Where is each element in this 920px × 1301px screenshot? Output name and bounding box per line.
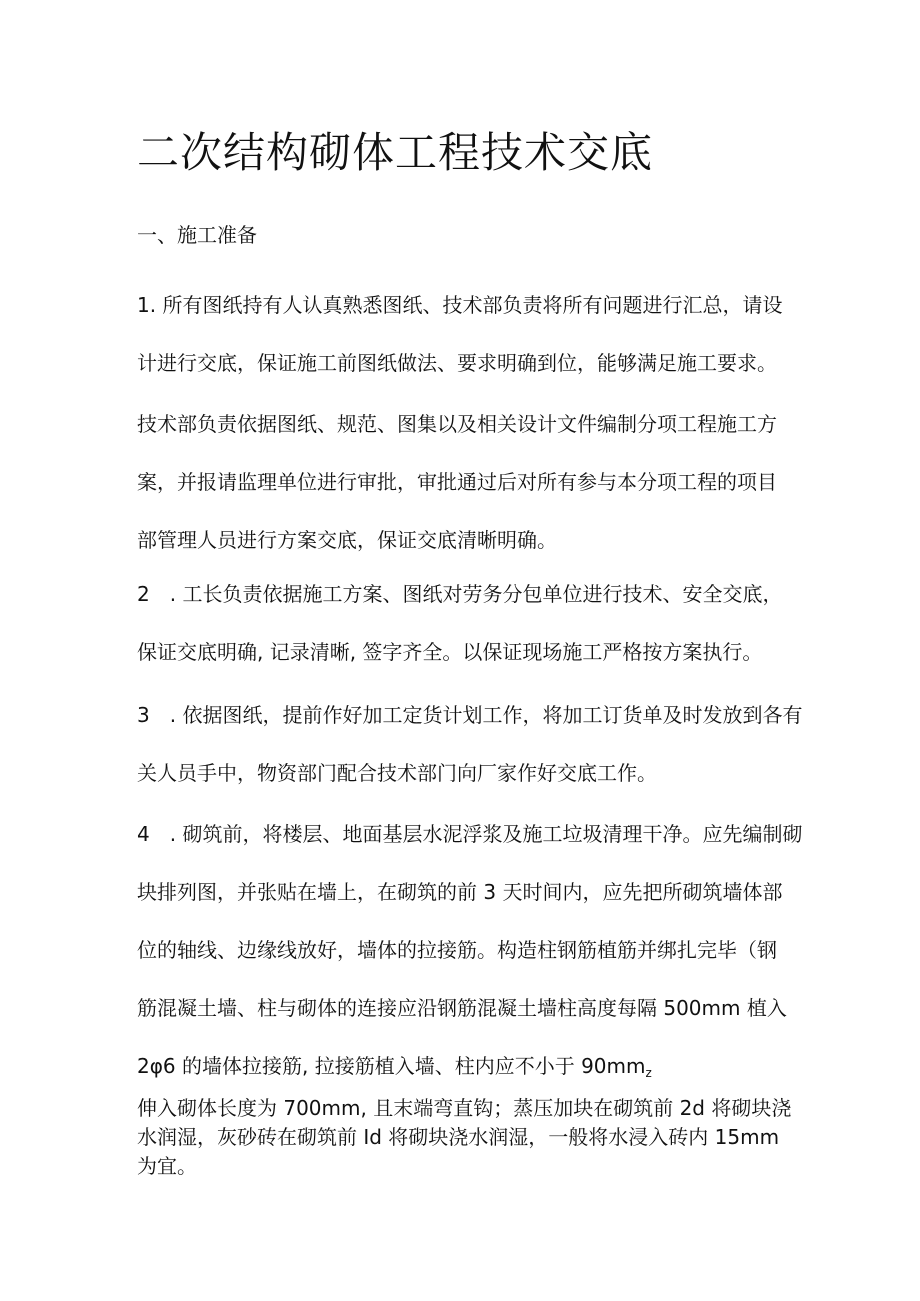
paragraph-line: 块排列图，并张贴在墙上，在砌筑的前 3 天时间内，应先把所砌筑墙体部: [137, 880, 783, 904]
paragraph-line: 技术部负责依据图纸、规范、图集以及相关设计文件编制分项工程施工方: [137, 412, 777, 436]
paragraph-6: [137, 1094, 792, 1181]
paragraph-line: 水润湿，灰砂砖在砌筑前 Id 将砌块浇水润湿，一般将水浸入砖内 15mm: [137, 1125, 780, 1149]
paragraph-2: [137, 406, 787, 558]
paragraph-line: 筋混凝土墙、柱与砌体的连接应沿钢筋混凝土墙柱高度每隔 500mm 植入: [137, 996, 787, 1020]
paragraph-line: 位的轴线、边缘线放好，墙体的拉接筋。构造柱钢筋植筋并绑扎完毕（钢: [137, 938, 777, 962]
paragraph-4: [137, 697, 803, 791]
paragraph-5: [137, 816, 803, 1084]
paragraph-line: 关人员手中，物资部门配合技术部门向厂家作好交底工作。: [137, 761, 657, 785]
section-heading: 一、施工准备: [137, 223, 257, 247]
paragraph-line: 4 . 砌筑前，将楼层、地面基层水泥浮浆及施工垃圾清理干净。应先编制砌: [137, 822, 803, 846]
paragraph-line: 伸入砌体长度为 700mm, 且末端弯直钩；蒸压加块在砌筑前 2d 将砌块浇: [137, 1096, 792, 1120]
document-title: 二次结构砌体工程技术交底: [137, 128, 654, 177]
paragraph-line: 保证交底明确, 记录清晰, 签字齐全。以保证现场施工严格按方案执行。: [137, 640, 763, 664]
paragraph-line: 计进行交底，保证施工前图纸做法、要求明确到位，能够满足施工要求。: [137, 351, 777, 375]
paragraph-line: 2 . 工长负责依据施工方案、图纸对劳务分包单位进行技术、安全交底，: [137, 582, 783, 606]
paragraph-line: 为宜。: [137, 1154, 197, 1178]
paragraph-last-line: [137, 1048, 787, 1084]
paragraph-line: 1. 所有图纸持有人认真熟悉图纸、技术部负责将所有问题进行汇总，请设: [137, 293, 783, 317]
paragraph-line: 部管理人员进行方案交底，保证交底清晰明确。: [137, 528, 557, 552]
paragraph-line-text: 2φ6 的墙体拉接筋, 拉接筋植入墙、柱内应不小于 90mm: [137, 1054, 646, 1078]
subscript-mark: z: [645, 1066, 652, 1080]
paragraph-3: [137, 576, 787, 670]
paragraph-1: [137, 287, 787, 381]
paragraph-line: 3 . 依据图纸，提前作好加工定货计划工作，将加工订货单及时发放到各有: [137, 703, 803, 727]
paragraph-line: 案，并报请监理单位进行审批，审批通过后对所有参与本分项工程的项目: [137, 470, 777, 494]
